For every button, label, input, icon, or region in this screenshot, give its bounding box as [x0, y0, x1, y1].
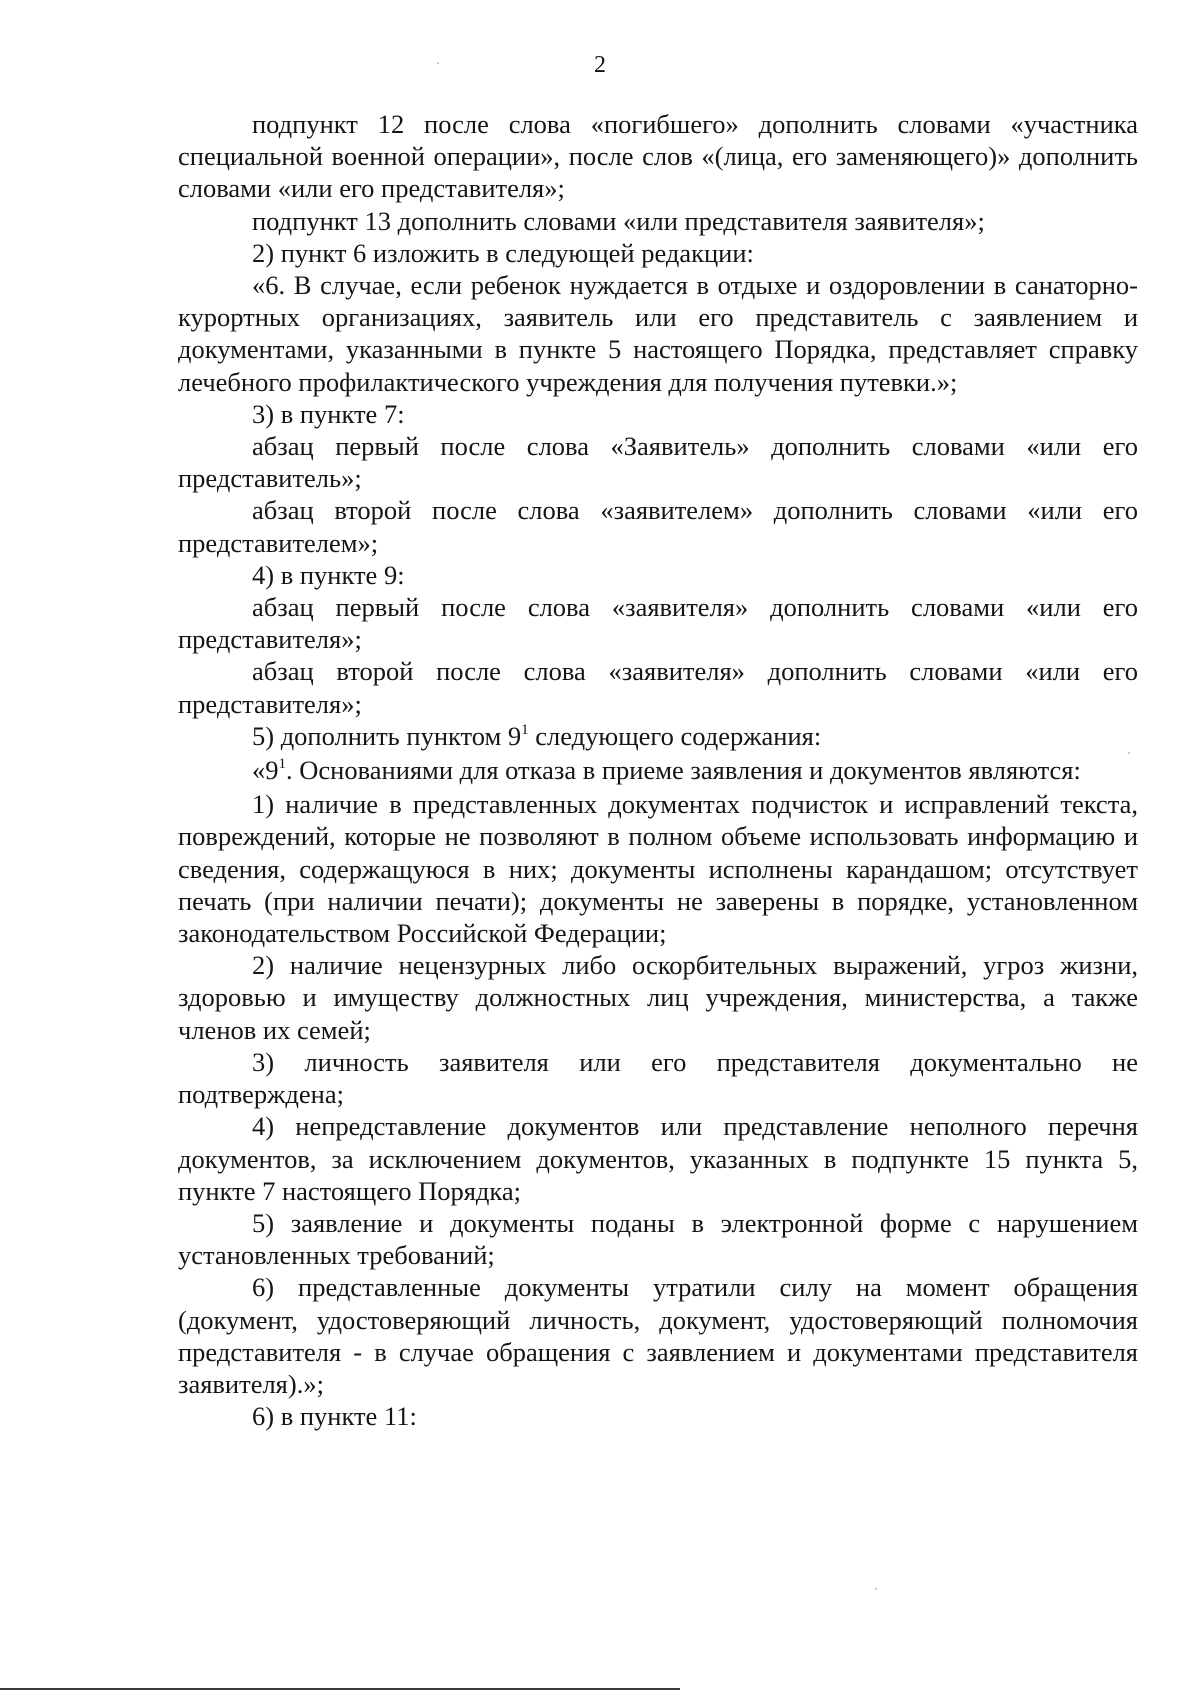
paragraph: 2) наличие нецензурных либо оскорбительных выражений, угроз жизни, здоровью и имуществу должностных лиц учреждения, министерства, а также членов их семей; — [178, 950, 1138, 1045]
paragraph: 2) пункт 6 изложить в следующей редакции: — [252, 237, 754, 268]
text-part: «9 — [252, 755, 279, 786]
text-part: . Основаниями для отказа в приеме заявления и документов являются: — [286, 755, 1081, 786]
scan-edge-line — [0, 1688, 680, 1690]
text-part: 5) дополнить пунктом 9 — [252, 720, 522, 751]
text-part: следующего содержания: — [528, 720, 822, 751]
paragraph: подпункт 13 дополнить словами «или представителя заявителя»; — [252, 205, 985, 236]
paragraph: 5) заявление и документы поданы в электронной форме с нарушением установленных требований; — [178, 1207, 1138, 1271]
paragraph: абзац второй после слова «заявителя» дополнить словами «или его представителя»; — [178, 656, 1138, 719]
paragraph: абзац первый после слова «заявителя» дополнить словами «или его представителя»; — [178, 592, 1138, 655]
scan-speck — [1128, 752, 1130, 754]
paragraph: подпункт 12 после слова «погибшего» дополнить словами «участника специальной военной операции», после слов «(лица, его заменяющего)» дополнить словами «или его представителя»; — [178, 109, 1138, 204]
superscript: 1 — [521, 721, 529, 738]
paragraph-item-9-1 — [178, 754, 1138, 786]
superscript: 1 — [278, 756, 286, 773]
scan-speck — [437, 62, 439, 64]
paragraph: 3) в пункте 7: — [252, 398, 405, 429]
paragraph: 6) в пункте 11: — [252, 1401, 417, 1432]
page-number: 2 — [594, 52, 606, 78]
paragraph: «6. В случае, если ребенок нуждается в отдыхе и оздоровлении в санаторно-курортных организациях, заявитель или его представитель с заявлением и документами, указанными в пункте 5 настоящего Порядка, представляет справку лечебного профилактического учреждения для получения путевки.»; — [178, 270, 1138, 397]
document-body — [178, 108, 1138, 1432]
paragraph-item-5 — [178, 720, 1138, 752]
paragraph: 4) в пункте 9: — [252, 559, 405, 590]
paragraph: 4) непредставление документов или представление неполного перечня документов, за исключением документов, указанных в подпункте 15 пункта 5, пункте 7 настоящего Порядка; — [178, 1111, 1138, 1206]
paragraph: 1) наличие в представленных документах подчисток и исправлений текста, повреждений, которые не позволяют в полном объеме использовать информацию и сведения, содержащуюся в них; документы исполнены карандашом; отсутствует печать (при наличии печати); документы не заверены в порядке, установленном законодательством Российской Федерации; — [178, 789, 1138, 949]
paragraph: 3) личность заявителя или его представителя документально не подтверждена; — [178, 1046, 1138, 1110]
paragraph: абзац второй после слова «заявителем» дополнить словами «или его представителем»; — [178, 495, 1138, 558]
paragraph: абзац первый после слова «Заявитель» дополнить словами «или его представитель»; — [178, 431, 1138, 494]
scan-speck — [875, 1588, 877, 1590]
paragraph: 6) представленные документы утратили силу на момент обращения (документ, удостоверяющий личность, документ, удостоверяющий полномочия представителя - в случае обращения с заявлением и документами представителя заявителя).»; — [178, 1272, 1138, 1399]
